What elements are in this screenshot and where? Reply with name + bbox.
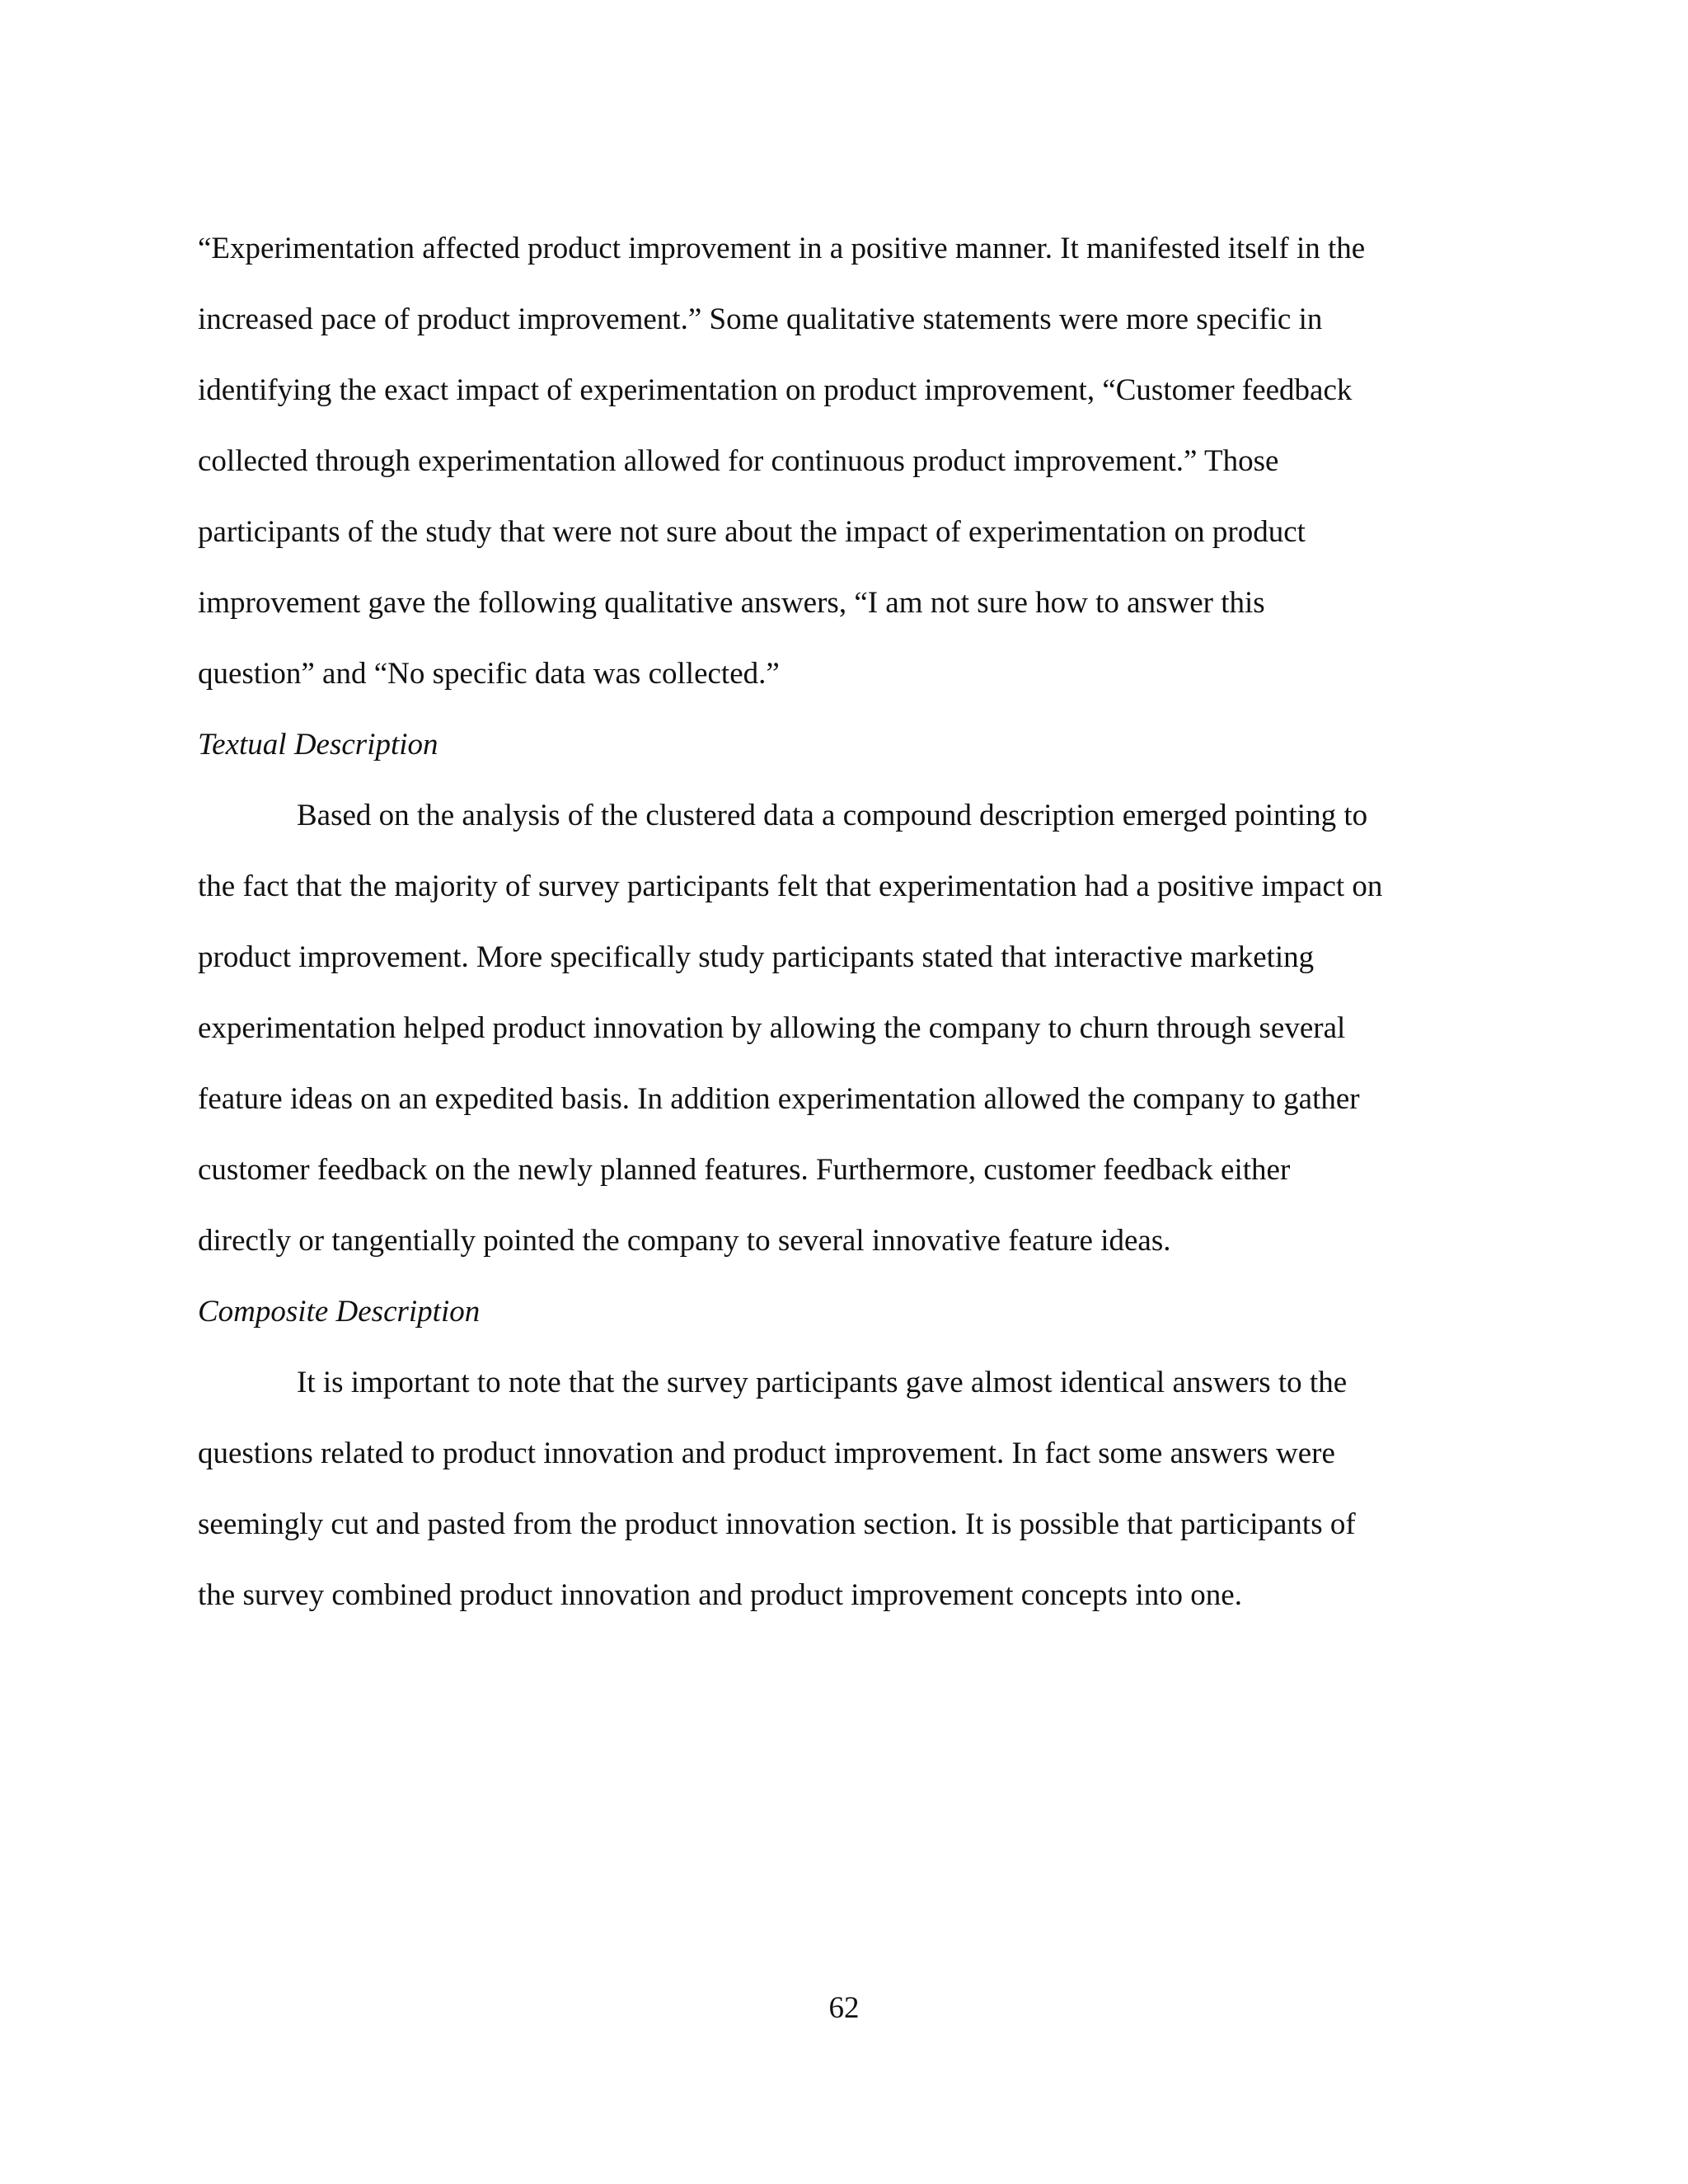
paragraph-1-line-4: collected through experimentation allowed for continuous product improvement.” Those [198,444,1279,478]
paragraph-2-line-4: experimentation helped product innovation by allowing the company to churn through several [198,1011,1346,1045]
paragraph-2-line-6: customer feedback on the newly planned features. Furthermore, customer feedback either [198,1153,1291,1187]
section-heading-composite-description: Composite Description [198,1295,481,1329]
paragraph-2-line-5: feature ideas on an expedited basis. In addition experimentation allowed the company to gather [198,1082,1360,1116]
paragraph-3-line-3: seemingly cut and pasted from the product innovation section. It is possible that participants of [198,1507,1356,1541]
paragraph-1-line-5: participants of the study that were not sure about the impact of experimentation on product [198,515,1306,549]
paragraph-1-line-3: identifying the exact impact of experimentation on product improvement, “Customer feedback [198,373,1353,407]
paragraph-2-line-7: directly or tangentially pointed the company to several innovative feature ideas. [198,1224,1171,1258]
paragraph-1-line-1: “Experimentation affected product improvement in a positive manner. It manifested itself in the [198,232,1366,265]
paragraph-1-line-2: increased pace of product improvement.” Some qualitative statements were more specific in [198,302,1323,336]
paragraph-2-line-3: product improvement. More specifically study participants stated that interactive marketing [198,940,1315,974]
paragraph-1-line-6: improvement gave the following qualitative answers, “I am not sure how to answer this [198,586,1265,620]
paragraph-2-line-1: Based on the analysis of the clustered data a compound description emerged pointing to [297,799,1368,832]
paragraph-2-line-2: the fact that the majority of survey participants felt that experimentation had a positive impact on [198,869,1383,903]
paragraph-1-line-7: question” and “No specific data was collected.” [198,657,780,691]
page-number: 62 [828,1991,860,2025]
paragraph-3-line-1: It is important to note that the survey participants gave almost identical answers to the [297,1366,1348,1399]
paragraph-3-line-4: the survey combined product innovation and product improvement concepts into one. [198,1578,1242,1612]
section-heading-textual-description: Textual Description [198,728,438,762]
paragraph-3-line-2: questions related to product innovation and product improvement. In fact some answers were [198,1436,1335,1470]
